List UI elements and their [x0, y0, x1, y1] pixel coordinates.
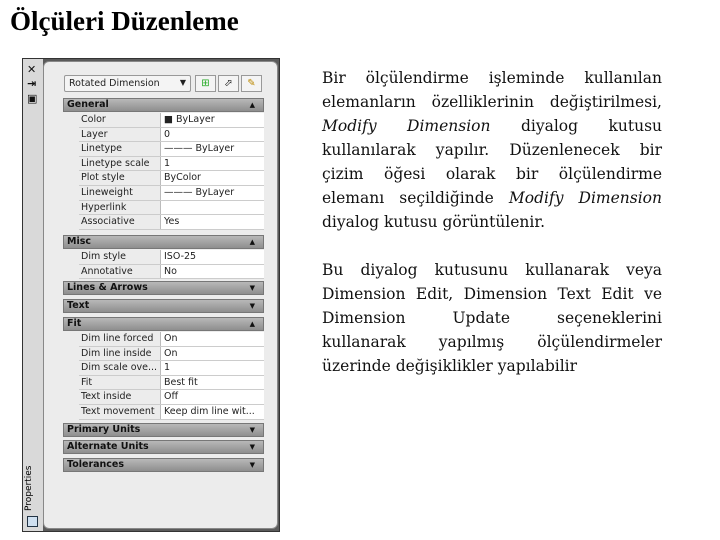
collapse-icon[interactable]: ▲	[249, 238, 255, 246]
property-value[interactable]: 1	[161, 157, 264, 171]
property-row[interactable]	[79, 171, 264, 186]
property-value[interactable]: Yes	[161, 215, 264, 229]
property-label: Hyperlink	[79, 201, 161, 215]
property-row[interactable]	[79, 215, 264, 230]
property-label: Plot style	[79, 171, 161, 185]
menu-icon[interactable]: ▣	[27, 92, 38, 105]
property-value[interactable]: 1	[161, 361, 264, 375]
section-alternate-units[interactable]	[63, 440, 264, 454]
section-lines-arrows[interactable]	[63, 281, 264, 295]
property-row[interactable]	[79, 142, 264, 157]
toggle-pickadd-button[interactable]: ⊞	[195, 75, 216, 92]
property-row[interactable]	[79, 201, 264, 216]
italic-term: Modify Dimension	[322, 117, 491, 135]
property-row[interactable]	[79, 128, 264, 143]
text-run: diyalog kutusu kullanılarak yapılır. Düzenlenecek bir çizim öğesi olarak bir ölçülendirme elemanı seçildiğinde	[322, 117, 663, 207]
section-label: Alternate Units	[67, 441, 149, 452]
row-gutter	[63, 113, 79, 230]
section-label: Text	[67, 300, 90, 311]
italic-term: Modify Dimension	[508, 189, 662, 207]
row-gutter	[63, 332, 79, 420]
property-row[interactable]	[79, 186, 264, 201]
property-row[interactable]	[79, 361, 264, 376]
section-label: Fit	[67, 318, 82, 329]
property-label: Linetype scale	[79, 157, 161, 171]
property-value[interactable]: No	[161, 265, 264, 279]
text-run: Bir ölçülendirme işleminde kullanılan elemanların özelliklerinin değiştirilmesi,	[322, 69, 662, 111]
section-label: Misc	[67, 236, 91, 247]
row-gutter	[63, 250, 79, 279]
property-label: Dim line forced	[79, 332, 161, 346]
property-row[interactable]	[79, 376, 264, 391]
section-label: General	[67, 99, 109, 110]
property-row[interactable]	[79, 157, 264, 172]
property-label: Dim line inside	[79, 347, 161, 361]
expand-icon[interactable]: ▼	[249, 461, 255, 469]
text-run: diyalog kutusu görüntülenir.	[322, 213, 546, 231]
property-value[interactable]: Keep dim line wit...	[161, 405, 264, 419]
section-primary-units[interactable]	[63, 423, 264, 437]
property-value[interactable]: ISO-25	[161, 250, 264, 264]
slide-body	[322, 66, 662, 402]
slide-title: Ölçüleri Düzenleme	[10, 6, 239, 36]
palette-side-bar	[23, 59, 43, 531]
property-value[interactable]: Best fit	[161, 376, 264, 390]
property-label: Text movement	[79, 405, 161, 419]
properties-palette	[22, 58, 280, 532]
property-value[interactable]: ——— ByLayer	[161, 142, 264, 156]
section-label: Tolerances	[67, 459, 125, 470]
auto-hide-icon[interactable]: ⇥	[27, 77, 37, 90]
close-icon[interactable]: ✕	[27, 63, 37, 76]
section-label: Lines & Arrows	[67, 282, 148, 293]
property-label: Layer	[79, 128, 161, 142]
section-text[interactable]	[63, 299, 264, 313]
property-value[interactable]: ByColor	[161, 171, 264, 185]
select-objects-button[interactable]: ⬀	[218, 75, 239, 92]
section-label: Primary Units	[67, 424, 141, 435]
property-value[interactable]: ■ ByLayer	[161, 113, 264, 127]
chevron-down-icon: ▼	[179, 78, 186, 87]
property-value[interactable]: Off	[161, 390, 264, 404]
object-type-select[interactable]	[64, 75, 191, 92]
property-label: Dim scale ove...	[79, 361, 161, 375]
property-label: Associative	[79, 215, 161, 229]
paragraph-2: Bu diyalog kutusunu kullanarak veya Dimension Edit, Dimension Text Edit ve Dimension Update seçeneklerini kullanarak yapılmış ölçülendirmeler üzerinde değişiklikler yapılabilir	[322, 261, 662, 375]
collapse-icon[interactable]: ▲	[249, 320, 255, 328]
property-row[interactable]	[79, 113, 264, 128]
collapse-icon[interactable]: ▲	[249, 101, 255, 109]
palette-title: Properties	[24, 465, 34, 511]
property-row[interactable]	[79, 265, 264, 280]
property-value[interactable]: On	[161, 347, 264, 361]
property-value[interactable]	[161, 201, 264, 215]
section-fit[interactable]	[63, 317, 264, 331]
property-row[interactable]	[79, 250, 264, 265]
quick-select-button[interactable]: ✎	[241, 75, 262, 92]
expand-icon[interactable]: ▼	[249, 443, 255, 451]
object-type-value: Rotated Dimension	[69, 78, 160, 89]
paragraph-1	[322, 66, 662, 234]
property-label: Dim style	[79, 250, 161, 264]
property-label: Text inside	[79, 390, 161, 404]
property-label: Color	[79, 113, 161, 127]
property-value[interactable]: On	[161, 332, 264, 346]
property-row[interactable]	[79, 347, 264, 362]
expand-icon[interactable]: ▼	[249, 426, 255, 434]
section-tolerances[interactable]	[63, 458, 264, 472]
property-label: Linetype	[79, 142, 161, 156]
property-label: Fit	[79, 376, 161, 390]
properties-content	[43, 61, 278, 529]
expand-icon[interactable]: ▼	[249, 284, 255, 292]
property-label: Lineweight	[79, 186, 161, 200]
expand-icon[interactable]: ▼	[249, 302, 255, 310]
property-row[interactable]	[79, 390, 264, 405]
property-value[interactable]: 0	[161, 128, 264, 142]
property-row[interactable]	[79, 405, 264, 420]
section-misc[interactable]	[63, 235, 264, 249]
property-label: Annotative	[79, 265, 161, 279]
section-general[interactable]	[63, 98, 264, 112]
property-row[interactable]	[79, 332, 264, 347]
property-value[interactable]: ——— ByLayer	[161, 186, 264, 200]
properties-icon	[27, 516, 38, 527]
